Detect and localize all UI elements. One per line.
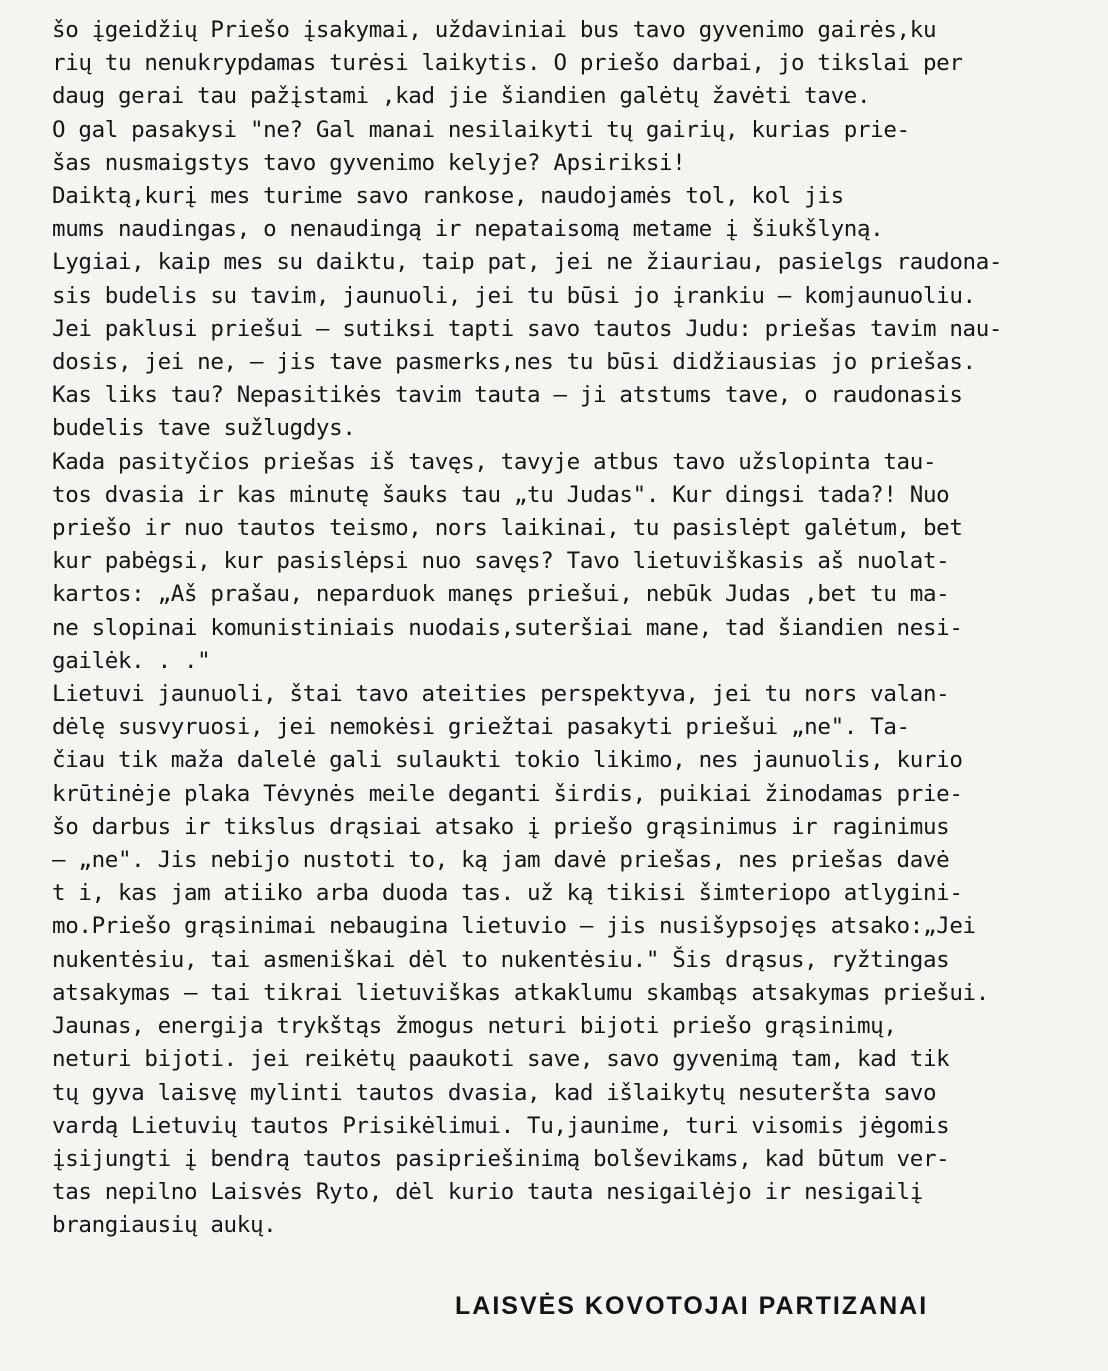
text-line: neturi bijoti. jei reikėtų paaukoti save, savo gyvenimą tam, kad tik <box>52 1046 950 1073</box>
text-line: Kada pasityčios priešas iš tavęs, tavyje atbus tavo užslopinta tau- <box>52 448 937 475</box>
text-line: priešo ir nuo tautos teismo, nors laikinai, tu pasislėpt galėtum, bet <box>52 515 963 542</box>
text-line: čiau tik maža dalelė gali sulaukti tokio likimo, nes jaunuolis, kurio <box>52 747 963 774</box>
text-line: t i, kas jam atiiko arba duoda tas. už ką tikisi šimteriopo atlygini- <box>52 880 963 907</box>
text-line: O gal pasakysi "ne? Gal manai nesilaikyti tų gairių, kurias prie- <box>52 116 910 143</box>
paragraph-1 <box>52 14 1072 114</box>
text-line: gailėk. . ." <box>52 647 211 674</box>
text-line: kartos: „Aš prašau, neparduok manęs priešui, nebūk Judas ,bet tu ma- <box>52 581 950 608</box>
text-line: rių tu nenukrypdamas turėsi laikytis. O priešo darbai, jo tikslai per <box>52 50 963 77</box>
text-line: Kas liks tau? Nepasitikės tavim tauta — ji atstums tave, o raudonasis <box>52 382 963 409</box>
signature: LAISVĖS KOVOTOJAI PARTIZANAI <box>455 1292 929 1320</box>
text-line: šo darbus ir tikslus drąsiai atsako į priešo grąsinimus ir raginimus <box>52 813 950 840</box>
text-line: šo įgeidžių Priešo įsakymai, uždaviniai bus tavo gyvenimo gairės,ku <box>52 17 937 43</box>
paragraph-3 <box>52 180 1072 446</box>
text-line: budelis tave sužlugdys. <box>52 415 356 442</box>
paragraph-5 <box>52 678 1072 1010</box>
text-line: šas nusmaigstys tavo gyvenimo kelyje? Apsiriksi! <box>52 149 686 176</box>
paragraph-4 <box>52 446 1072 678</box>
text-line: vardą Lietuvių tautos Prisikėlimui. Tu,jaunime, turi visomis jėgomis <box>52 1112 950 1139</box>
text-line: dosis, jei ne, — jis tave pasmerks,nes tu būsi didžiausias jo priešas. <box>52 349 976 376</box>
text-line: mo.Priešo grąsinimai nebaugina lietuvio — jis nusišypsojęs atsako:„Jei <box>52 913 976 940</box>
text-line: mums naudingas, o nenaudingą ir nepataisomą metame į šiukšlyną. <box>52 216 884 243</box>
text-line: dėlę susvyruosi, jei nemokėsi griežtai pasakyti priešui „ne". Ta- <box>52 714 910 741</box>
text-line: sis budelis su tavim, jaunuoli, jei tu būsi jo įrankiu — komjaunuoliu. <box>52 282 976 309</box>
text-line: tos dvasia ir kas minutę šauks tau „tu Judas". Kur dingsi tada?! Nuo <box>52 481 950 508</box>
text-line: Daiktą,kurį mes turime savo rankose, naudojamės tol, kol jis <box>52 183 844 210</box>
text-line: krūtinėje plaka Tėvynės meile deganti širdis, puikiai žinodamas prie- <box>52 780 963 807</box>
text-line: kur pabėgsi, kur pasislėpsi nuo savęs? Tavo lietuviškasis aš nuolat- <box>52 548 950 575</box>
text-line: — „ne". Jis nebijo nustoti to, ką jam davė priešas, nes priešas davė <box>52 847 950 874</box>
text-line: daug gerai tau pažįstami ,kad jie šiandien galėtų žavėti tave. <box>52 83 871 110</box>
paragraph-6 <box>52 1010 1072 1242</box>
text-line: Jaunas, energija trykštąs žmogus neturi bijoti priešo grąsinimų, <box>52 1013 897 1040</box>
text-line: nukentėsiu, tai asmeniškai dėl to nukentėsiu." Šis drąsus, ryžtingas <box>52 946 950 973</box>
text-line: tų gyva laisvę mylinti tautos dvasia, kad išlaikytų nesuteršta savo <box>52 1079 937 1106</box>
text-line: brangiausių aukų. <box>52 1212 277 1239</box>
text-line: Lygiai, kaip mes su daiktu, taip pat, jei ne žiauriau, pasielgs raudona- <box>52 249 1003 276</box>
text-line: įsijungti į bendrą tautos pasipriešinimą bolševikams, kad būtum ver- <box>52 1145 950 1172</box>
text-line: Lietuvi jaunuoli, štai tavo ateities perspektyva, jei tu nors valan- <box>52 681 950 708</box>
text-line: atsakymas — tai tikrai lietuviškas atkaklumu skambąs atsakymas priešui. <box>52 979 989 1006</box>
text-line: tas nepilno Laisvės Ryto, dėl kurio tauta nesigailėjo ir nesigailį <box>52 1179 923 1206</box>
paragraph-2 <box>52 114 1072 180</box>
text-line: ne slopinai komunistiniais nuodais,suteršiai mane, tad šiandien nesi- <box>52 614 963 641</box>
text-line: Jei paklusi priešui — sutiksi tapti savo tautos Judu: priešas tavim nau- <box>52 315 1003 342</box>
